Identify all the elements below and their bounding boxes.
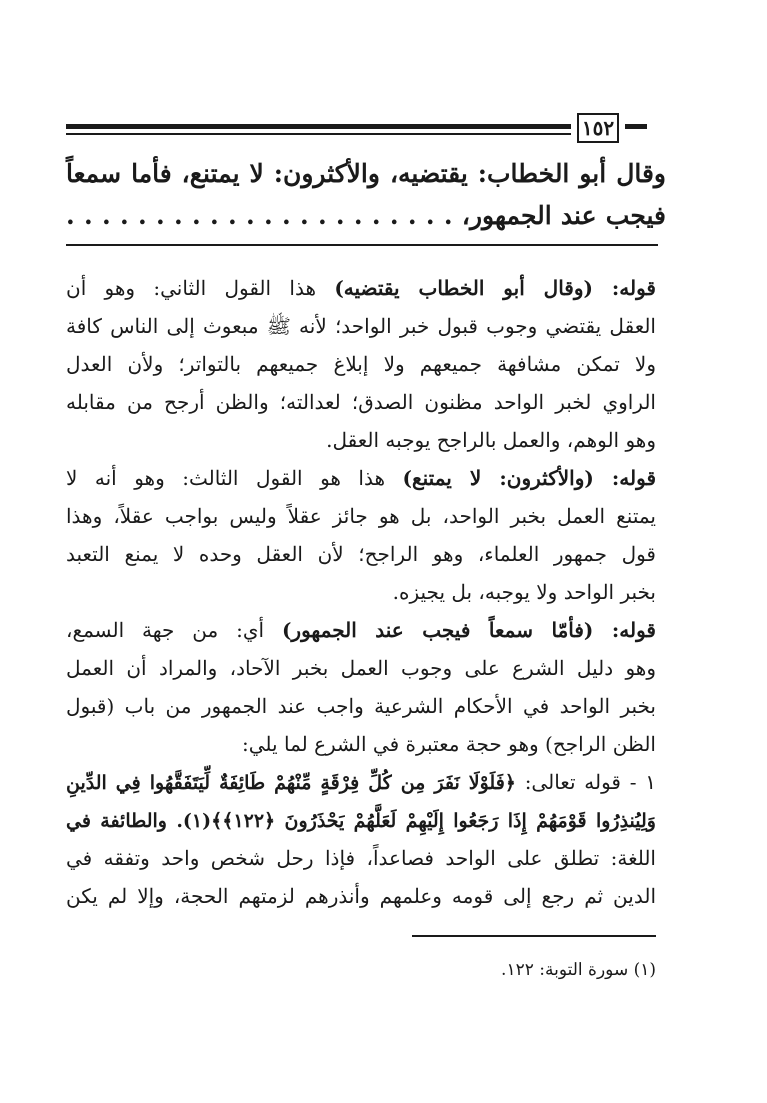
commentary-line: وهو دليل الشرع على وجوب العمل بخبر الآحاد، والمراد أن العمل bbox=[66, 656, 656, 680]
commentary-line: قول جمهور العلماء، وهو الراجح؛ لأن العقل وحده لا يمنع التعبد bbox=[66, 542, 656, 566]
commentary-line: العقل يقتضي وجوب قبول خبر الواحد؛ لأنه ﷺ مبعوث إلى الناس كافة bbox=[66, 314, 656, 338]
matn-line-1: وقال أبو الخطاب: يقتضيه، والأكثرون: لا يمتنع، فأما سمعاً bbox=[66, 159, 666, 188]
commentary-line: ولا تمكن مشافهة جميعهم ولا إبلاغ جميعهم بالتواتر؛ ولأن العدل bbox=[66, 352, 656, 376]
footnote-rule bbox=[412, 935, 656, 937]
commentary-line: يمتنع العمل بخبر الواحد، بل هو جائز عقلاً وليس بواجب عقلاً، وهذا bbox=[66, 504, 656, 528]
quran-verse: وَلِيُنذِرُوا قَوْمَهُمْ إِذَا رَجَعُوا إِلَيْهِمْ لَعَلَّهُمْ يَحْذَرُونَ ﴿١٢٢﴾﴾(١). والطائفة في bbox=[66, 810, 656, 832]
quran-verse: ﴿فَلَوْلَا نَفَرَ مِن كُلِّ فِرْقَةٍ مِّنْهُمْ طَائِفَةٌ لِّيَتَفَقَّهُوا فِي الدِّينِ bbox=[66, 772, 516, 794]
matn-line-2: فيجب عند الجمهور، . . . . . . . . . . . . . . . . . . . . . . bbox=[66, 201, 666, 230]
page-number: ١٥٢ bbox=[577, 113, 619, 143]
commentary-line: بخبر الواحد في الأحكام الشرعية واجب عند الجمهور من باب (قبول bbox=[66, 694, 656, 718]
commentary-line: الظن الراجح) وهو حجة معتبرة في الشرع لما يلي: bbox=[242, 732, 656, 756]
commentary-line: اللغة: تطلق على الواحد فصاعداً، فإذا رحل شخص واحد وتفقه في bbox=[66, 846, 656, 870]
commentary-line: الدين ثم رجع إلى قومه وعلمهم وأنذرهم لزمتهم الحجة، وإلا لم يكن bbox=[66, 884, 656, 908]
commentary-line: الراوي لخبر الواحد مظنون الصدق؛ لعدالته؛ والظن أرجح من مقابله bbox=[66, 390, 656, 414]
commentary-line: قوله: (والأكثرون: لا يمتنع) هذا هو القول الثالث: وهو أنه لا bbox=[66, 466, 656, 490]
commentary-line: ١ - قوله تعالى: ﴿فَلَوْلَا نَفَرَ مِن كُلِّ فِرْقَةٍ مِّنْهُمْ طَائِفَةٌ لِّيَتَفَقَّهُوا فِي الدِّينِ bbox=[66, 770, 656, 794]
commentary-line bbox=[66, 800, 656, 841]
header-rule-thick bbox=[66, 124, 571, 129]
commentary-line: قوله: (فأمّا سمعاً فيجب عند الجمهور) أي: من جهة السمع، bbox=[66, 618, 656, 642]
header-rule-thin bbox=[66, 133, 571, 135]
commentary-line: قوله: (وقال أبو الخطاب يقتضيه) هذا القول الثاني: وهو أن bbox=[66, 276, 656, 300]
commentary-line: وهو الوهم، والعمل بالراجح يوجبه العقل. bbox=[326, 428, 656, 452]
matn-separator bbox=[66, 244, 658, 246]
footnote: (١) سورة التوبة: ١٢٢. bbox=[501, 960, 656, 980]
header-rule-right bbox=[625, 124, 647, 129]
commentary-line: بخبر الواحد ولا يوجبه، بل يجيزه. bbox=[392, 580, 656, 604]
